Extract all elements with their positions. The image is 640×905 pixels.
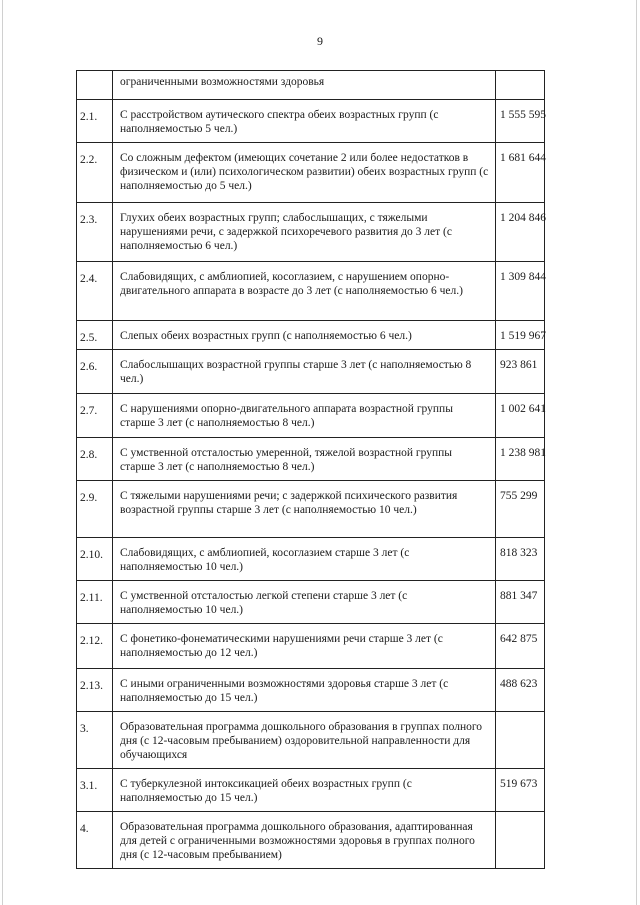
row-number: 2.9. [77, 481, 113, 538]
row-description: С тяжелыми нарушениями речи; с задержкой психического развития возрастной группы старше 3 лет (с наполняемостью 10 чел.) [113, 481, 496, 538]
row-number: 4. [77, 812, 113, 869]
table-row [77, 350, 545, 394]
row-number: 2.8. [77, 438, 113, 481]
row-number: 2.7. [77, 394, 113, 438]
table-row [77, 538, 545, 581]
row-description: Слабовидящих, с амблиопией, косоглазием старше 3 лет (с наполняемостью 10 чел.) [113, 538, 496, 581]
row-value: 881 347 [496, 581, 545, 624]
row-value: 1 204 846 [496, 203, 545, 262]
right-margin-line [636, 0, 637, 905]
table-row [77, 669, 545, 712]
row-value [496, 71, 545, 100]
table-row [77, 769, 545, 812]
left-margin-line [2, 0, 3, 905]
row-description: Образовательная программа дошкольного образования, адаптированная для детей с ограниченными возможностями здоровья в группах полного дня (с 12-часовым пребыванием) [113, 812, 496, 869]
row-number: 2.3. [77, 203, 113, 262]
row-number: 2.6. [77, 350, 113, 394]
row-number: 3.1. [77, 769, 113, 812]
table-row [77, 203, 545, 262]
table-row [77, 481, 545, 538]
row-value: 488 623 [496, 669, 545, 712]
table-row [77, 581, 545, 624]
row-description: Образовательная программа дошкольного образования в группах полного дня (с 12-часовым пребыванием) оздоровительной направленности для обучающихся [113, 712, 496, 769]
row-value: 1 002 641 [496, 394, 545, 438]
row-number: 2.5. [77, 321, 113, 350]
row-value [496, 712, 545, 769]
row-description: Слабослышащих возрастной группы старше 3 лет (с наполняемостью 8 чел.) [113, 350, 496, 394]
row-value [496, 812, 545, 869]
row-description: С туберкулезной интоксикацией обеих возрастных групп (с наполняемостью до 15 чел.) [113, 769, 496, 812]
table-row [77, 712, 545, 769]
row-description: С умственной отсталостью умеренной, тяжелой возрастной группы старше 3 лет (с наполняемостью 8 чел.) [113, 438, 496, 481]
table-row [77, 262, 545, 321]
row-value: 1 238 981 [496, 438, 545, 481]
row-description: Слабовидящих, с амблиопией, косоглазием, с нарушением опорно-двигательного аппарата в возрасте до 3 лет (с наполняемостью 6 чел.) [113, 262, 496, 321]
table-row [77, 100, 545, 143]
table-row [77, 394, 545, 438]
row-description: ограниченными возможностями здоровья [113, 71, 496, 100]
row-description: С иными ограниченными возможностями здоровья старше 3 лет (с наполняемостью до 15 чел.) [113, 669, 496, 712]
table-row [77, 71, 545, 100]
table-row [77, 438, 545, 481]
table-row [77, 624, 545, 669]
row-value: 519 673 [496, 769, 545, 812]
row-description: С фонетико-фонематическими нарушениями речи старше 3 лет (с наполняемостью до 12 чел.) [113, 624, 496, 669]
row-value: 1 309 844 [496, 262, 545, 321]
row-description: Глухих обеих возрастных групп; слабослышащих, с тяжелыми нарушениями речи, с задержкой психоречевого развития до 3 лет (с наполняемостью 6 чел.) [113, 203, 496, 262]
row-description: С расстройством аутического спектра обеих возрастных групп (с наполняемостью 5 чел.) [113, 100, 496, 143]
page-number: 9 [317, 34, 323, 48]
row-value: 1 519 967 [496, 321, 545, 350]
row-value: 755 299 [496, 481, 545, 538]
row-description: С умственной отсталостью легкой степени старше 3 лет (с наполняемостью 10 чел.) [113, 581, 496, 624]
row-number: 2.2. [77, 143, 113, 203]
table-row [77, 143, 545, 203]
row-description: Со сложным дефектом (имеющих сочетание 2 или более недостатков в физическом и (или) психологическом развитии) обеих возрастных групп (с наполняемостью до 5 чел.) [113, 143, 496, 203]
tariff-table [76, 70, 545, 869]
row-number: 2.13. [77, 669, 113, 712]
row-description: С нарушениями опорно-двигательного аппарата возрастной группы старше 3 лет (с наполняемостью 8 чел.) [113, 394, 496, 438]
table-row [77, 812, 545, 869]
row-number: 2.10. [77, 538, 113, 581]
row-value: 642 875 [496, 624, 545, 669]
row-description: Слепых обеих возрастных групп (с наполняемостью 6 чел.) [113, 321, 496, 350]
row-value: 818 323 [496, 538, 545, 581]
row-number: 2.4. [77, 262, 113, 321]
row-value: 1 555 595 [496, 100, 545, 143]
table-body [77, 71, 545, 869]
row-value: 923 861 [496, 350, 545, 394]
row-value: 1 681 644 [496, 143, 545, 203]
row-number [77, 71, 113, 100]
row-number: 2.1. [77, 100, 113, 143]
row-number: 3. [77, 712, 113, 769]
row-number: 2.12. [77, 624, 113, 669]
row-number: 2.11. [77, 581, 113, 624]
table-row [77, 321, 545, 350]
